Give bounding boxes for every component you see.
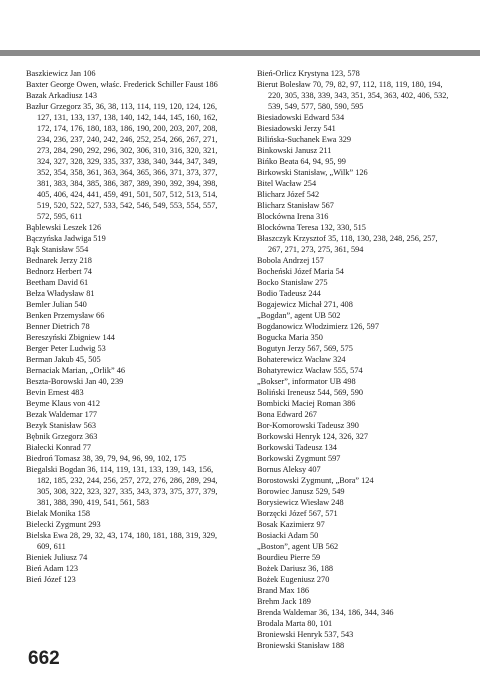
index-entry: Bąk Stanisław 554 [26, 245, 89, 254]
index-entry: Brand Max 186 [257, 586, 310, 595]
index-entry: Bosak Kazimierz 97 [257, 520, 325, 529]
index-entry: Blockówna Teresa 132, 330, 515 [257, 223, 366, 232]
index-entry: Bombicki Maciej Roman 386 [257, 399, 356, 408]
index-entry: Bernaciak Marian, „Orlik” 46 [26, 366, 126, 375]
index-entry: Bobola Andrzej 157 [257, 256, 324, 265]
index-entry: Bitel Wacław 254 [257, 179, 317, 188]
index-entry: Bębnik Grzegorz 363 [26, 432, 98, 441]
index-entry: Bień-Orlicz Krystyna 123, 578 [257, 69, 360, 78]
index-entry: Bosiacki Adam 50 [257, 531, 319, 540]
index-entry: Bocko Stanisław 275 [257, 278, 328, 287]
index-entry: Bezyk Stanisław 563 [26, 421, 97, 430]
index-entry: Borowiec Janusz 529, 549 [257, 487, 345, 496]
index-entry: Bień Józef 123 [26, 575, 76, 584]
index-entry: Berger Peter Ludwig 53 [26, 344, 106, 353]
index-entry: Borysiewicz Wiesław 248 [257, 498, 344, 507]
index-entry: Bemler Julian 540 [26, 300, 87, 309]
index-entry: Bednorz Herbert 74 [26, 267, 92, 276]
index-entry: Bogajewicz Michał 271, 408 [257, 300, 353, 309]
index-entry: Bogucka Maria 350 [257, 333, 323, 342]
index-entry: Bieniek Juliusz 74 [26, 553, 88, 562]
index-entry: Bielska Ewa 28, 29, 32, 43, 174, 180, 181, 188, 319, 329, 609, 611 [26, 531, 218, 551]
index-entry: Brodala Marta 80, 101 [257, 619, 333, 628]
index-entry: Bogdanowicz Włodzimierz 126, 597 [257, 322, 379, 331]
index-entry: Biesiadowski Jerzy 541 [257, 124, 336, 133]
index-column-left [26, 68, 222, 585]
index-entry: Bogutyn Jerzy 567, 569, 575 [257, 344, 353, 353]
index-entry: Biegalski Bogdan 36, 114, 119, 131, 133, 139, 143, 156, 182, 185, 232, 244, 256, 257, 272, 276, 286, 289, 294, 305, 308, 322, 323, 327, 335, 343, 373, 375, 377, 379, 381, 388, 390, 419, 541, 561, 583 [26, 465, 218, 507]
index-entry: Bona Edward 267 [257, 410, 317, 419]
index-entry: Bazak Arkadiusz 143 [26, 91, 97, 100]
index-entry: Bohatyrewicz Wacław 555, 574 [257, 366, 363, 375]
index-entry: Bevin Ernest 483 [26, 388, 84, 397]
index-entry: Blicharz Józef 542 [257, 190, 320, 199]
index-entry: Broniewski Henryk 537, 543 [257, 630, 354, 639]
index-entry: Baxter George Owen, właśc. Frederick Schiller Faust 186 [26, 80, 218, 89]
index-entry: „Bogdan”, agent UB 502 [257, 311, 341, 320]
index-entry: Broniewski Stanisław 188 [257, 641, 345, 650]
index-entry: Bor-Komorowski Tadeusz 390 [257, 421, 359, 430]
index-entry: Borkowski Zygmunt 597 [257, 454, 341, 463]
index-entry: „Bokser”, informator UB 498 [257, 377, 356, 386]
index-entry: Bourdieu Pierre 59 [257, 553, 321, 562]
index-entry: Binkowski Janusz 211 [257, 146, 332, 155]
index-entry: Bierut Bolesław 70, 79, 82, 97, 112, 118, 119, 180, 194, 220, 305, 338, 339, 343, 351, 354, 363, 402, 406, 532, 539, 549, 577, 580, 590, 595 [257, 80, 449, 111]
index-entry: Borostowski Zygmunt, „Bora” 124 [257, 476, 374, 485]
index-entry: „Boston”, agent UB 562 [257, 542, 339, 551]
index-entry: Biesiadowski Edward 534 [257, 113, 345, 122]
index-entry: Bożek Dariusz 36, 188 [257, 564, 334, 573]
index-entry: Benner Dietrich 78 [26, 322, 90, 331]
index-entry: Berman Jakub 45, 505 [26, 355, 101, 364]
index-entry: Bełza Władysław 81 [26, 289, 95, 298]
index-entry: Borzęcki Józef 567, 571 [257, 509, 338, 518]
index-entry: Benken Przemysław 66 [26, 311, 105, 320]
index-entry: Białecki Konrad 77 [26, 443, 91, 452]
index-entry: Birkowski Stanisław, „Wilk” 126 [257, 168, 368, 177]
header-rule [0, 50, 480, 56]
index-entry: Baszkiewicz Jan 106 [26, 69, 96, 78]
index-entry: Bielak Monika 158 [26, 509, 91, 518]
index-entry: Bień Adam 123 [26, 564, 79, 573]
index-entry: Blicharz Stanisław 567 [257, 201, 334, 210]
index-entry: Boliński Ireneusz 544, 569, 590 [257, 388, 364, 397]
index-entry: Bezak Waldemar 177 [26, 410, 98, 419]
index-entry: Bąblewski Leszek 126 [26, 223, 102, 232]
index-column-right [257, 68, 453, 651]
index-entry: Bodio Tadeusz 244 [257, 289, 321, 298]
page-number: 662 [28, 648, 60, 669]
index-entry: Bornus Aleksy 407 [257, 465, 321, 474]
index-entry: Brenda Waldemar 36, 134, 186, 344, 346 [257, 608, 394, 617]
index-entry: Bielecki Zygmunt 293 [26, 520, 101, 529]
index-entry: Bohaterewicz Wacław 324 [257, 355, 346, 364]
index-entry: Bednarek Jerzy 218 [26, 256, 92, 265]
index-entry: Bączyńska Jadwiga 519 [26, 234, 106, 243]
index-entry: Bińko Beata 64, 94, 95, 99 [257, 157, 346, 166]
index-entry: Beetham David 61 [26, 278, 89, 287]
index-entry: Biedroń Tomasz 38, 39, 79, 94, 96, 99, 102, 175 [26, 454, 187, 463]
index-entry: Błaszczyk Krzysztof 35, 118, 130, 238, 248, 256, 257, 267, 271, 273, 275, 361, 594 [257, 234, 438, 254]
index-entry: Blockówna Irena 316 [257, 212, 329, 221]
index-entry: Bereszyński Zbigniew 144 [26, 333, 115, 342]
index-entry: Bożek Eugeniusz 270 [257, 575, 330, 584]
index-entry: Borkowski Henryk 124, 326, 327 [257, 432, 369, 441]
index-entry: Beyme Klaus von 412 [26, 399, 100, 408]
index-entry: Brehm Jack 189 [257, 597, 311, 606]
index-entry: Bocheński Józef Maria 54 [257, 267, 344, 276]
index-entry: Bilińska-Suchanek Ewa 329 [257, 135, 352, 144]
index-entry: Borkowski Tadeusz 134 [257, 443, 337, 452]
index-entry: Beszta-Borowski Jan 40, 239 [26, 377, 124, 386]
index-entry: Bazłur Grzegorz 35, 36, 38, 113, 114, 119, 120, 124, 126, 127, 131, 133, 137, 138, 140, 142, 144, 145, 160, 162, 172, 174, 176, 180, 183, 186, 190, 200, 203, 207, 208, 234, 236, 237, 240, 242, 246, 252, 254, 266, 267, 271, 273, 284, 290, 292, 296, 302, 306, 310, 316, 320, 321, 324, 327, 328, 329, 335, 337, 338, 340, 344, 347, 349, 352, 354, 358, 361, 363, 364, 365, 366, 371, 373, 377, 381, 383, 384, 385, 386, 387, 389, 390, 392, 394, 398, 405, 406, 424, 441, 459, 491, 501, 507, 512, 513, 514, 519, 520, 522, 527, 533, 542, 546, 549, 553, 554, 557, 572, 595, 611 [26, 102, 218, 221]
